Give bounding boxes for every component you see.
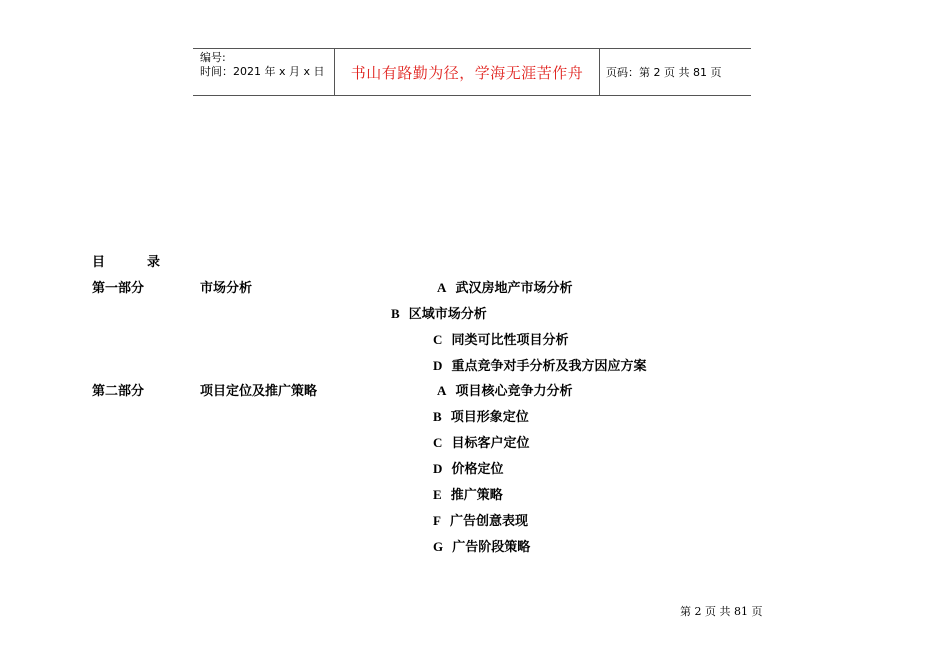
- toc-item-text: 区域市场分析: [408, 307, 487, 322]
- toc-item: [433, 329, 568, 348]
- toc-item-letter: C: [433, 435, 443, 450]
- toc-item: [437, 380, 572, 399]
- toc-item-letter: F: [433, 513, 441, 528]
- toc-item-text: 推广策略: [450, 488, 503, 503]
- toc-item-letter: D: [433, 358, 443, 373]
- toc-item-letter: D: [433, 461, 443, 476]
- toc-item-text: 武汉房地产市场分析: [455, 281, 573, 296]
- toc-item: [437, 277, 572, 296]
- toc-title-mu: 目: [92, 255, 106, 270]
- number-label: 编号:: [200, 51, 226, 64]
- page-label: 页码：第 2 页 共 81 页: [606, 66, 722, 79]
- toc-item-text: 重点竞争对手分析及我方因应方案: [451, 359, 647, 374]
- page-header: [193, 48, 751, 96]
- toc-item-letter: A: [437, 280, 447, 295]
- part-2-label: 第二部分: [92, 384, 145, 399]
- time-label: 时间：2021 年 x 月 x 日: [200, 65, 325, 78]
- header-motto-cell: [335, 49, 600, 95]
- toc-item: [433, 432, 529, 451]
- toc-item-letter: B: [433, 409, 442, 424]
- motto-text: 书山有路勤为径，学海无涯苦作舟: [350, 63, 584, 82]
- toc-item: [433, 406, 529, 425]
- toc-item: [433, 536, 530, 555]
- toc-item-text: 目标客户定位: [451, 436, 530, 451]
- part-1-name: 市场分析: [200, 281, 253, 296]
- page-footer: 第 2 页 共 81 页: [680, 605, 763, 618]
- toc-item: [391, 303, 487, 322]
- toc-title-lu: 录: [147, 255, 161, 270]
- toc-item-text: 项目核心竞争力分析: [455, 384, 573, 399]
- toc-item-text: 价格定位: [451, 462, 504, 477]
- toc-item-letter: A: [437, 383, 447, 398]
- toc-item: [433, 510, 528, 529]
- toc-item: [433, 355, 646, 374]
- toc-item-letter: B: [391, 306, 400, 321]
- toc-item-text: 广告创意表现: [450, 514, 529, 529]
- toc-item: [433, 458, 503, 477]
- toc-item-text: 项目形象定位: [450, 410, 529, 425]
- part-2-name: 项目定位及推广策略: [200, 384, 318, 399]
- toc-item-letter: G: [433, 539, 444, 554]
- toc-item-letter: E: [433, 487, 442, 502]
- header-page-cell: [600, 49, 751, 95]
- header-meta: [193, 49, 335, 95]
- toc-item: [433, 484, 503, 503]
- toc-item-text: 同类可比性项目分析: [451, 333, 569, 348]
- toc-item-text: 广告阶段策略: [452, 540, 531, 555]
- part-1-label: 第一部分: [92, 281, 145, 296]
- toc-item-letter: C: [433, 332, 443, 347]
